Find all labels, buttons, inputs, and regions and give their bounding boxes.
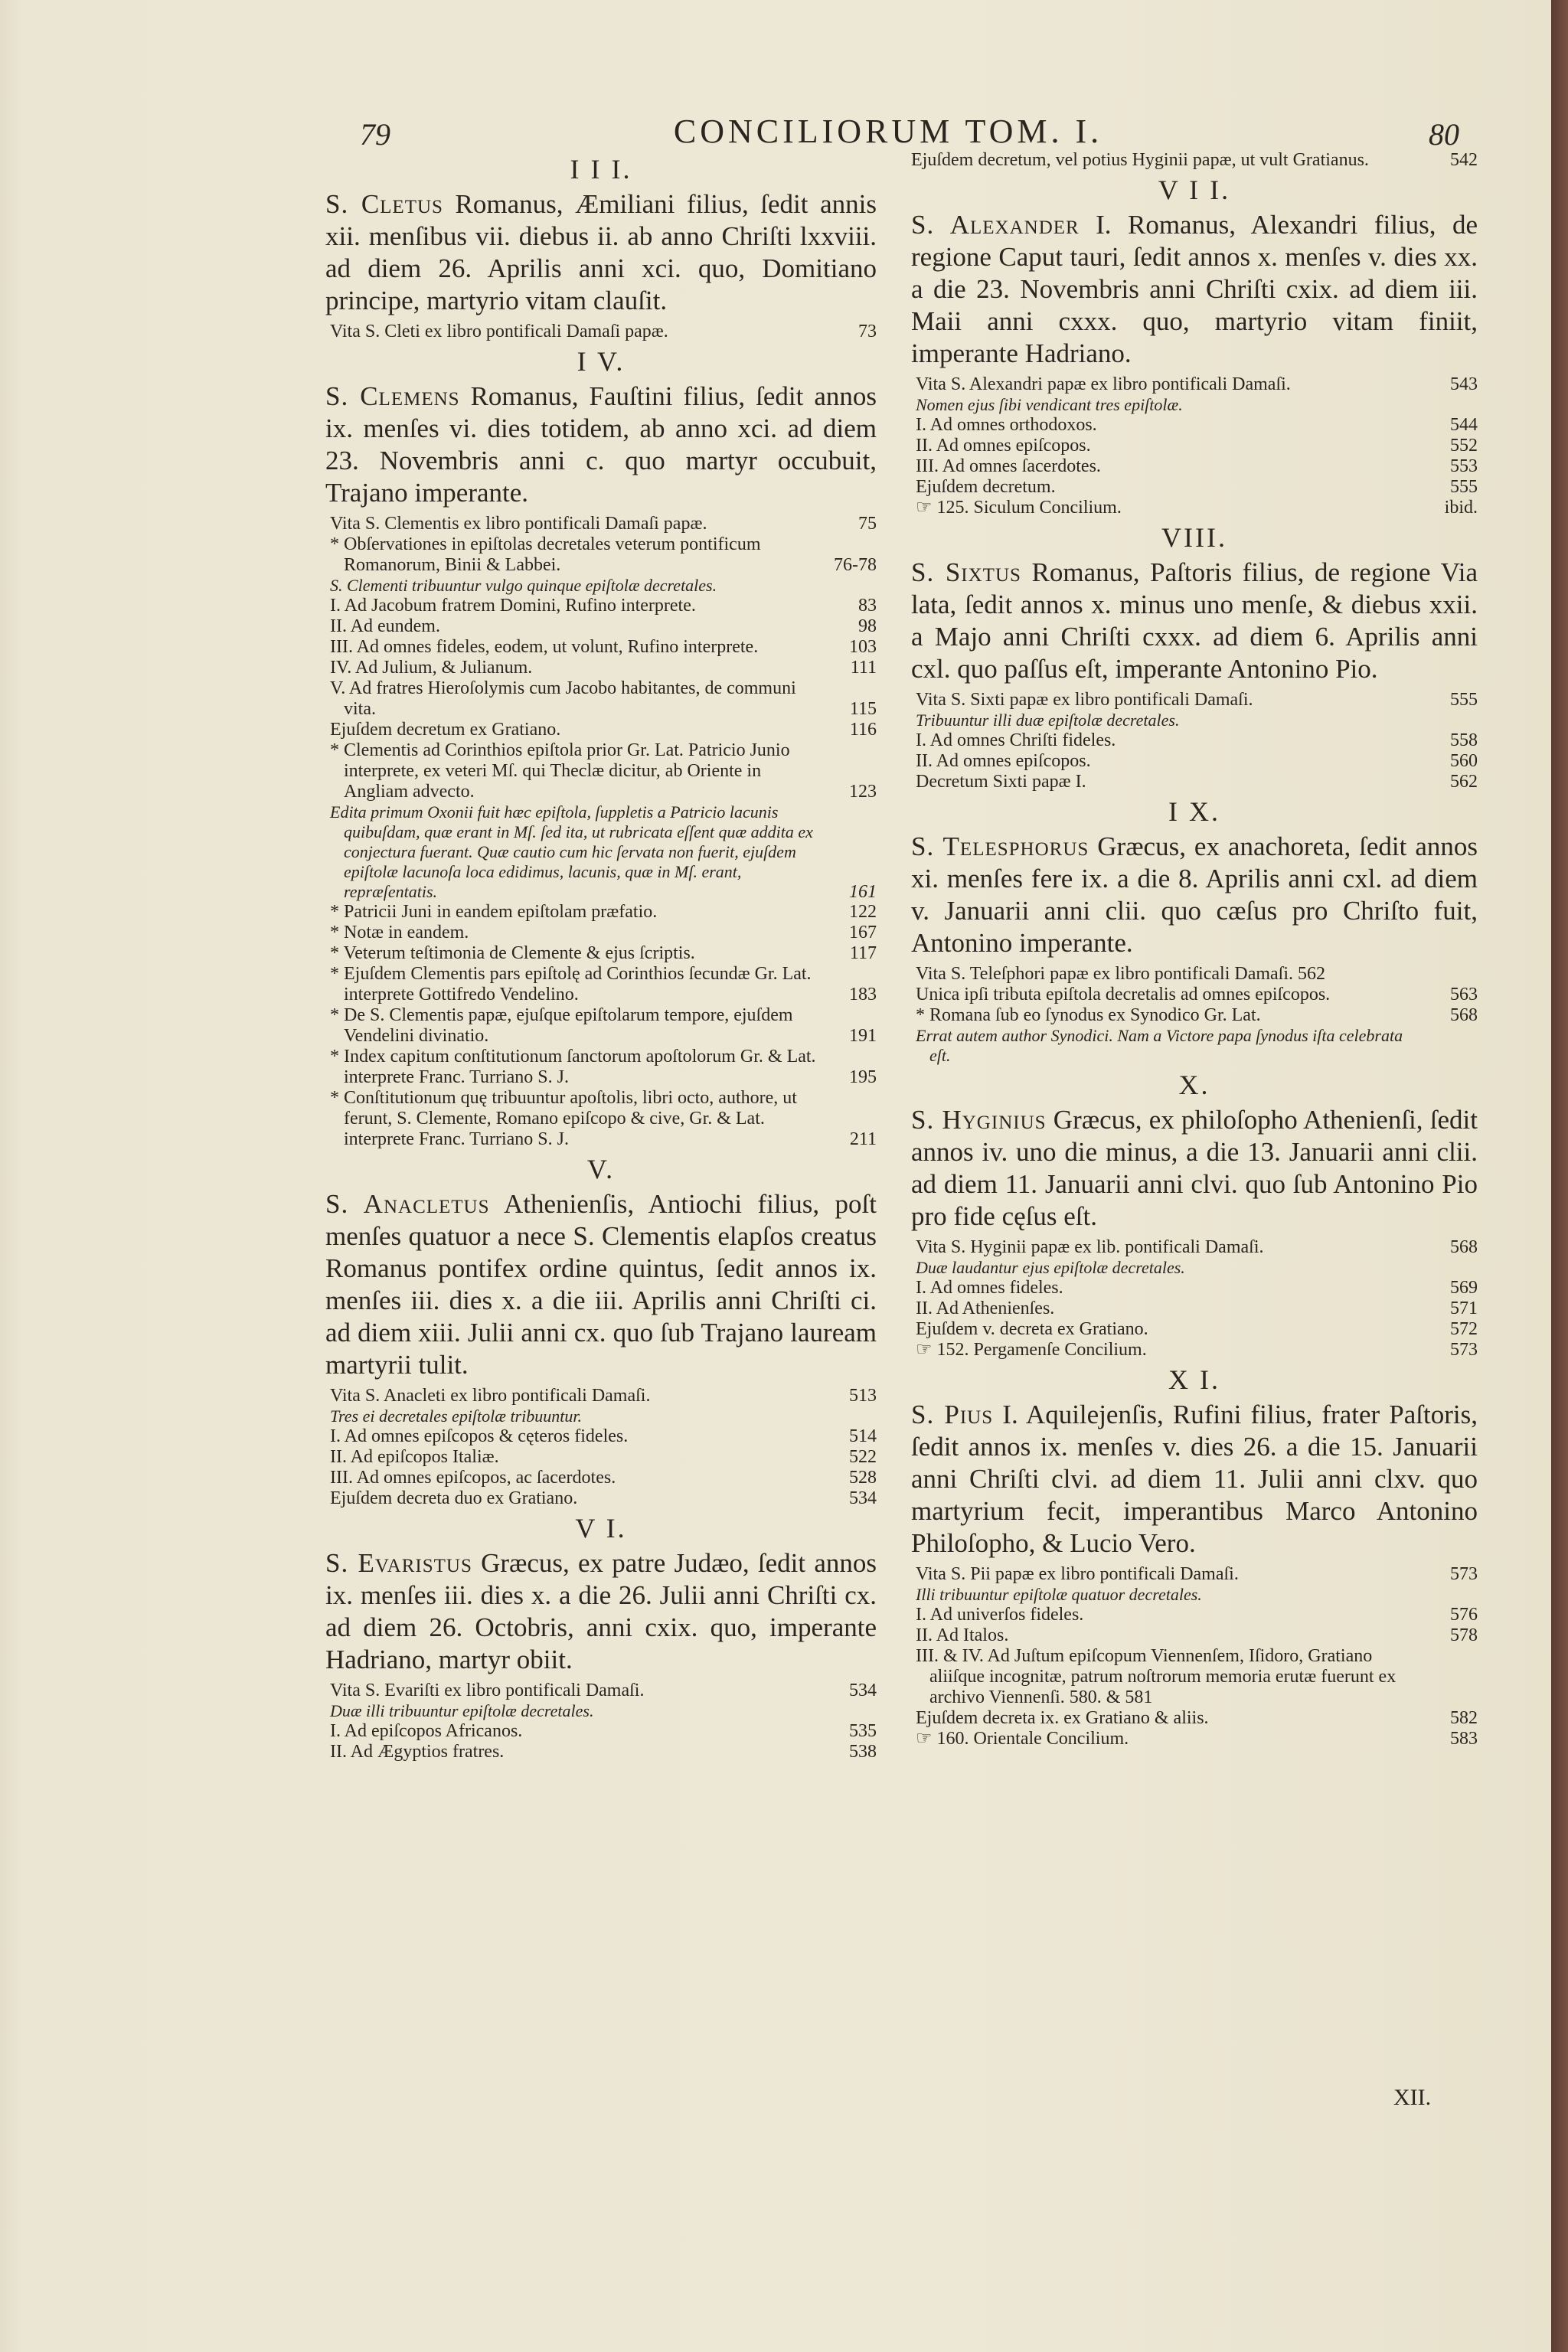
index-entry [911,415,1478,436]
pope-entry [325,1547,877,1676]
entry-page: 538 [849,1742,877,1762]
index-entry [325,943,877,964]
entry-page: 103 [849,637,877,657]
index-entry [911,690,1478,710]
entry-text: * Obſervationes in epiſtolas decretales veterum pontificum Romanorum, Binii & Labbei. [330,534,761,575]
section-number: X. [1178,1070,1210,1100]
running-header [612,112,1164,151]
index-entry [325,637,877,658]
entry-page: 568 [1450,1237,1478,1257]
pope-entry [325,188,877,317]
entry-page: 522 [849,1447,877,1467]
index-entry [325,1005,877,1047]
index-entry [911,1625,1478,1646]
entry-text: Tribuuntur illi duæ epiſtolæ decretales. [916,710,1180,730]
entry-text: Errat autem author Synodici. Nam a Victore papa ſynodus iſta celebrata eſt. [916,1026,1403,1065]
entry-text: I. Ad omnes orthodoxos. [916,415,1097,435]
section-number: I V. [577,346,626,377]
index-entry [325,616,877,637]
right-page-number: 80 [1429,117,1459,152]
entry-page: 569 [1450,1278,1478,1298]
index-entry [911,1340,1478,1361]
entry-text: I. Ad univerſos fideles. [916,1605,1084,1625]
running-title: CONCILIORUM TOM. I. [673,113,1103,150]
entry-text: III. Ad omnes epiſcopos, ac ſacerdotes. [330,1468,616,1488]
index-entry [911,1646,1478,1708]
index-list [911,1237,1478,1361]
index-entry [325,1047,877,1088]
index-entry [911,1585,1478,1605]
index-entry [911,1005,1478,1026]
index-entry [911,374,1478,395]
entry-text: Ejuſdem v. decreta ex Gratiano. [916,1319,1148,1339]
index-list [911,374,1478,518]
entry-page: 573 [1450,1340,1478,1360]
entry-text: * Romana ſub eo ſynodus ex Synodico Gr. Lat. [916,1005,1261,1025]
index-entry [325,1088,877,1150]
pope-summary: Romanus, Fauſtini filius, ſedit annos ix. menſes vi. dies totidem, ab anno xci. ad diem 23. Novembris anni c. quo martyr occubuit, Trajano imperante. [325,381,877,508]
index-list [325,1386,877,1509]
entry-page: 211 [849,1129,877,1149]
index-entry [911,751,1478,772]
index-entry [325,802,877,902]
entry-text: S. Clementi tribuuntur vulgo quinque epiſtolæ decretales. [330,576,717,595]
entry-page: 513 [849,1386,877,1406]
entry-text: Vita S. Pii papæ ex libro pontificali Damaſi. [916,1564,1239,1584]
index-entry [325,658,877,678]
pope-entry [911,557,1478,685]
entry-page: 117 [849,943,877,963]
entry-text: Vita S. Teleſphori papæ ex libro pontificali Damaſi. 562 [916,964,1325,984]
entry-page: 543 [1450,374,1478,394]
index-entry [325,1701,877,1721]
entry-text: ☞ 125. Siculum Concilium. [916,498,1122,518]
entry-page: 583 [1450,1729,1478,1749]
pope-summary: Athenienſis, Antiochi filius, poſt menſes quatuor a nece S. Clementis elapſos creatus Romanus pontifex ordine quintus, ſedit annos ix. menſes iii. dies x. a die iii. Aprilis anni Chriſti ci. ad diem xiii. Julii anni cx. quo ſub Trajano lauream martyrii tulit. [325,1189,877,1380]
pope-entry [325,381,877,509]
entry-text: Edita primum Oxonii fuit hæc epiſtola, ſuppletis a Patricio lacunis quibuſdam, quæ erant in Mſ. ſed ita, ut rubricata eſſent quæ addita ex conjectura fuerant. Quæ cautio cum hic ſervata non fuerit, ejuſdem epiſtolæ lacunoſa loca edidimus, lacunis, quæ in Mſ. erant, repræſentatis. [330,802,813,901]
entry-page: 582 [1450,1708,1478,1728]
entry-text: III. Ad omnes ſacerdotes. [916,456,1101,476]
index-entry [911,1605,1478,1625]
section-number: I I I. [570,154,632,185]
entry-page: 195 [849,1067,877,1087]
index-entry [325,514,877,534]
index-entry [911,395,1478,415]
index-entry [911,498,1478,518]
entry-page: 555 [1450,477,1478,497]
entry-page: 558 [1450,730,1478,750]
entry-text: II. Ad Italos. [916,1625,1009,1645]
index-entry [911,477,1478,498]
pope-name: S. Hyginius [911,1105,1047,1135]
index-list [911,1564,1478,1749]
entry-text: * Patricii Juni in eandem epiſtolam præfatio. [330,902,658,922]
section-number: V I I. [1158,175,1231,205]
index-entry [325,1742,877,1762]
entry-page: 116 [849,720,877,740]
catchword: XII. [1393,2085,1432,2110]
entry-text: Ejuſdem decreta duo ex Gratiano. [330,1488,578,1508]
entry-text: II. Ad Ægyptios fratres. [330,1742,505,1762]
entry-text: Vita S. Anacleti ex libro pontificali Damaſi. [330,1386,651,1406]
entry-text: * Clementis ad Corinthios epiſtola prior Gr. Lat. Patricio Junio interprete, ex veteri Mſ. qui Theclæ dicitur, ab Oriente in Angliam advecto. [330,740,790,802]
entry-page: 98 [858,616,877,636]
index-entry [325,596,877,616]
index-entry [325,678,877,720]
right-column [911,150,1478,1749]
entry-text: I. Ad omnes epiſcopos & cęteros fideles. [330,1426,629,1446]
entry-page: 83 [858,596,877,616]
entry-page: 534 [849,1488,877,1508]
entry-text: * Notæ in eandem. [330,923,469,942]
index-entry [911,1026,1478,1066]
entry-text: Vita S. Evariſti ex libro pontificali Damaſi. [330,1681,645,1700]
pope-name: S. Alexander [911,210,1080,240]
entry-text: III. & IV. Ad Juſtum epiſcopum Viennenſem, Iſidoro, Gratiano aliiſque incognitæ, patrum noſtrorum memoria erutæ fuerunt ex archivo Viennenſi. 580. & 581 [916,1646,1396,1707]
pope-summary: Romanus, Paſtoris filius, de regione Via lata, ſedit annos x. minus uno menſe, & diebus xxii. a Majo anni Chriſti cxxx. ad diem 6. Aprilis anni cxl. quo paſſus eſt, imperante Antonino Pio. [911,557,1478,684]
index-entry [911,1564,1478,1585]
entry-text: * Ejuſdem Clementis pars epiſtolę ad Corinthios ſecundæ Gr. Lat. interprete Gottifredo Vendelino. [330,964,812,1004]
entry-page: 534 [849,1681,877,1700]
entry-text: Ejuſdem decretum, vel potius Hyginii papæ, ut vult Gratianus. [911,150,1369,170]
index-entry [325,720,877,740]
index-entry [911,964,1478,985]
index-entry [325,1721,877,1742]
index-entry [911,730,1478,751]
index-entry [911,710,1478,730]
entry-text: I. Ad epiſcopos Africanos. [330,1721,523,1741]
entry-page: 560 [1450,751,1478,771]
index-entry [325,1426,877,1447]
left-page-number: 79 [360,117,390,152]
entry-page: 528 [849,1468,877,1488]
entry-text: * De S. Clementis papæ, ejuſque epiſtolarum tempore, ejuſdem Vendelini divinatio. [330,1005,793,1046]
entry-text: Vita S. Cleti ex libro pontificali Damaſi papæ. [330,322,668,341]
entry-page: 562 [1450,772,1478,792]
index-entry [325,534,877,576]
entry-page: 542 [1450,150,1478,170]
entry-page: 167 [849,923,877,942]
pope-name: S. Evaristus [325,1548,472,1578]
index-entry [325,923,877,943]
entry-page: 555 [1450,690,1478,710]
entry-text: Duæ laudantur ejus epiſtolæ decretales. [916,1258,1185,1277]
entry-text: I. Ad Jacobum fratrem Domini, Rufino interprete. [330,596,696,616]
left-column [325,150,877,1762]
entry-text: Vita S. Clementis ex libro pontificali Damaſi papæ. [330,514,707,534]
index-list [911,690,1478,792]
pope-summary: I. Aquilejenſis, Rufini filius, frater Paſtoris, ſedit annos ix. menſes v. dies 26. a die 15. Januarii anni Chriſti clvi. ad diem 11. Julii anni clxv. quo martyrium fecit, imperantibus Marco Antonino Philoſopho, & Lucio Vero. [911,1400,1478,1558]
index-entry [911,772,1478,792]
section-number: I X. [1168,796,1220,827]
entry-page: 75 [858,514,877,534]
entry-page: 183 [849,985,877,1004]
entry-text: ☞ 152. Pergamenſe Concilium. [916,1340,1147,1360]
entry-text: Nomen ejus ſibi vendicant tres epiſtolæ. [916,395,1183,414]
entry-page: 568 [1450,1005,1478,1025]
index-entry [911,1237,1478,1258]
index-list [325,1681,877,1762]
entry-text: Tres ei decretales epiſtolæ tribuuntur. [330,1406,582,1426]
pope-name: S. Cletus [325,189,443,219]
entry-page: 514 [849,1426,877,1446]
section-number: VIII. [1161,522,1227,553]
index-list [325,322,877,342]
entry-text: Ejuſdem decreta ix. ex Gratiano & aliis. [916,1708,1209,1728]
index-list [325,514,877,1150]
index-entry [325,1406,877,1426]
entry-text: II. Ad epiſcopos Italiæ. [330,1447,499,1467]
index-entry [325,1447,877,1468]
entry-page: 191 [849,1026,877,1046]
index-entry [325,740,877,802]
index-entry [911,150,1478,171]
entry-page: 571 [1450,1298,1478,1318]
entry-text: Illi tribuuntur epiſtolæ quatuor decretales. [916,1585,1202,1604]
index-entry [325,576,877,596]
entry-text: Vita S. Hyginii papæ ex lib. pontificali Damaſi. [916,1237,1264,1257]
section-number: X I. [1168,1364,1220,1395]
book-edge [1551,0,1568,2352]
index-list [911,964,1478,1066]
entry-text: Ejuſdem decretum ex Gratiano. [330,720,561,740]
index-entry [911,1278,1478,1298]
index-entry [325,1386,877,1406]
index-entry [911,1298,1478,1319]
pope-entry [911,1399,1478,1560]
entry-text: II. Ad Athenienſes. [916,1298,1055,1318]
pope-name: S. Pius [911,1400,994,1429]
entry-text: V. Ad fratres Hieroſolymis cum Jacobo habitantes, de communi vita. [330,678,796,719]
entry-text: IV. Ad Julium, & Julianum. [330,658,533,678]
entry-page: 576 [1450,1605,1478,1625]
entry-text: I. Ad omnes fideles. [916,1278,1063,1298]
pope-entry [911,1104,1478,1233]
index-entry [911,1319,1478,1340]
index-entry [911,456,1478,477]
section-number: V I. [575,1513,627,1544]
entry-text: II. Ad omnes epiſcopos. [916,751,1091,771]
index-entry [911,1258,1478,1278]
entry-page: 553 [1450,456,1478,476]
entry-page: 76-78 [834,555,877,575]
entry-page: 115 [849,699,877,719]
entry-text: * Index capitum conſtitutionum ſanctorum apoſtolorum Gr. & Lat. interprete Franc. Turriano S. J. [330,1047,816,1087]
entry-text: * Veterum teſtimonia de Clemente & ejus ſcriptis. [330,943,695,963]
index-entry [911,1729,1478,1749]
entry-page: 535 [849,1721,877,1741]
index-entry [325,964,877,1005]
entry-page: 573 [1450,1564,1478,1584]
entry-text: I. Ad omnes Chriſti fideles. [916,730,1116,750]
entry-page: 161 [849,882,877,902]
entry-text: II. Ad omnes epiſcopos. [916,436,1091,456]
entry-text: Decretum Sixti papæ I. [916,772,1086,792]
entry-text: Unica ipſi tributa epiſtola decretalis ad omnes epiſcopos. [916,985,1331,1004]
pope-summary: Græcus, ex anachoreta, ſedit annos xi. menſes fere ix. a die 8. Aprilis anni cxl. ad diem v. Januarii anni clii. quo cæſus pro Chriſto fuit, Antonino imperante. [911,831,1478,958]
index-entry [325,1468,877,1488]
pope-entry [911,209,1478,370]
entry-page: 563 [1450,985,1478,1004]
index-entry [911,436,1478,456]
entry-page: 123 [849,782,877,802]
index-entry [911,1708,1478,1729]
entry-text: II. Ad eundem. [330,616,440,636]
entry-page: 552 [1450,436,1478,456]
entry-page: 122 [849,902,877,922]
index-entry [911,985,1478,1005]
pope-summary: Græcus, ex patre Judæo, ſedit annos ix. menſes iii. dies x. a die 26. Julii anni Chriſti cx. ad diem 26. Octobris, anni cxix. quo, imperante Hadriano, martyr obiit. [325,1548,877,1674]
index-entry [325,1681,877,1701]
pope-name: S. Clemens [325,381,460,411]
entry-text: III. Ad omnes fideles, eodem, ut volunt, Rufino interprete. [330,637,759,657]
pope-summary: Romanus, Æmiliani filius, ſedit annis xii. menſibus vii. diebus ii. ab anno Chriſti lxxviii. ad diem 26. Aprilis anni xci. quo, Domitiano principe, martyrio vitam clauſit. [325,189,877,315]
entry-page: 73 [858,322,877,341]
pope-entry [911,831,1478,959]
pope-name: S. Telesphorus [911,831,1089,861]
entry-page: 578 [1450,1625,1478,1645]
entry-text: Vita S. Alexandri papæ ex libro pontificali Damaſi. [916,374,1291,394]
pope-name: S. Sixtus [911,557,1021,587]
entry-page: 544 [1450,415,1478,435]
pope-name: S. Anacletus [325,1189,490,1219]
pope-entry [325,1188,877,1381]
pope-summary: I. Romanus, Alexandri filius, de regione Caput tauri, ſedit annos x. menſes v. dies xx. a die 23. Novembris anni Chriſti cxix. ad diem iii. Maii anni cxxx. quo, martyrio vitam finiit, imperante Hadriano. [911,210,1478,368]
entry-text: Duæ illi tribuuntur epiſtolæ decretales. [330,1701,594,1720]
entry-text: Ejuſdem decretum. [916,477,1056,497]
entry-page: 572 [1450,1319,1478,1339]
index-entry [325,1488,877,1509]
entry-page: ibid. [1444,498,1478,518]
entry-text: Vita S. Sixti papæ ex libro pontificali Damaſi. [916,690,1253,710]
index-entry [325,902,877,923]
entry-text: * Conſtitutionum quę tribuuntur apoſtolis, libri octo, authore, ut ferunt, S. Clemente, Romano epiſcopo & cive, Gr. & Lat. interprete Franc. Turriano S. J. [330,1088,797,1149]
pope-summary: Græcus, ex philoſopho Athenienſi, ſedit annos iv. uno die minus, a die 13. Januarii anni clii. ad diem 11. Januarii anni clvi. quo ſub Antonino Pio pro fide cęſus eſt. [911,1105,1478,1231]
section-number: V. [586,1154,616,1184]
entry-page: 111 [850,658,877,678]
index-entry [325,322,877,342]
entry-text: ☞ 160. Orientale Concilium. [916,1729,1129,1749]
